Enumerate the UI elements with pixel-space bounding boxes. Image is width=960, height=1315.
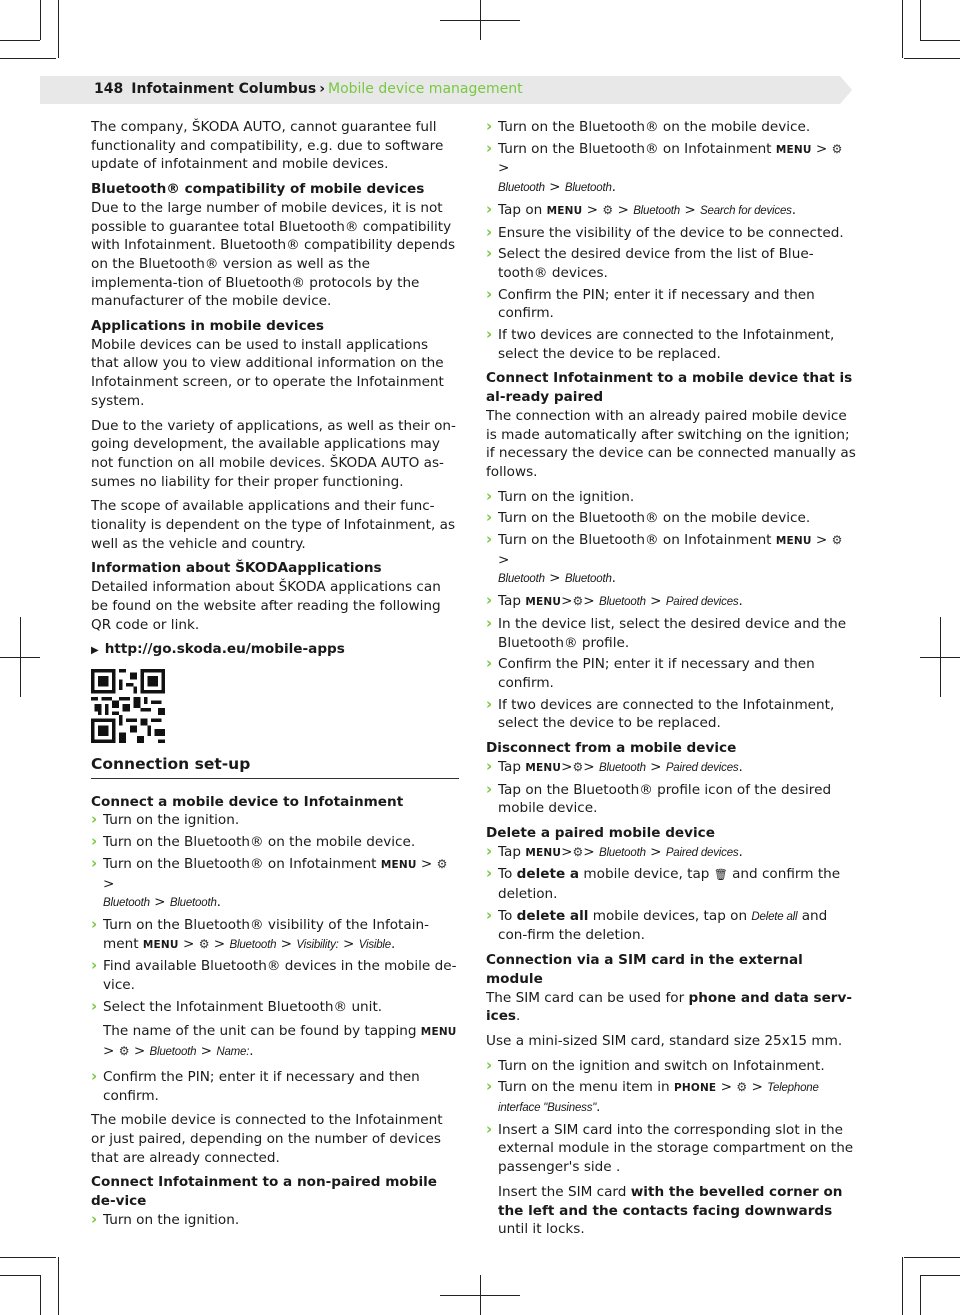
chapter-title: Infotainment Columbus <box>131 81 317 97</box>
list-item: › To delete all mobile devices, tap on Delete all and con-firm the deletion. <box>486 907 856 945</box>
apps-link[interactable] <box>91 640 459 661</box>
paragraph: The company, ŠKODA AUTO, cannot guarantee full functionality and compatibility, e.g. due to software update of infotainment and mobile devices. <box>91 119 444 173</box>
gear-icon: ⚙ <box>736 1080 748 1095</box>
page-header <box>40 76 852 104</box>
list-item: › Tap on the Bluetooth® profile icon of the desired mobile device. <box>486 781 856 818</box>
list-item: › Turn on the ignition. <box>486 488 856 507</box>
step-list <box>91 1211 459 1230</box>
subheading: Connect Infotainment to a non-paired mobile de-vice <box>91 1174 438 1210</box>
step-list <box>486 118 856 363</box>
menu-key: MENU <box>546 204 583 217</box>
gear-icon: ⚙ <box>198 936 210 951</box>
gear-icon: ⚙ <box>831 141 843 156</box>
list-item: › Confirm the PIN; enter it if necessary and then confirm. <box>91 1068 459 1105</box>
gear-icon: ⚙ <box>831 533 843 548</box>
step-list <box>91 1068 459 1105</box>
list-item: › Turn on the Bluetooth® on Infotainment MENU > ⚙ > Bluetooth > Bluetooth. <box>486 531 856 589</box>
list-item: › Turn on the Bluetooth® on Infotainment MENU > ⚙ > Bluetooth > Bluetooth. <box>486 140 856 198</box>
list-item: › Turn on the Bluetooth® visibility of the Infotain-ment MENU > ⚙ > Bluetooth > Visibility: > Visible. <box>91 916 459 954</box>
menu-key: MENU <box>380 858 417 871</box>
paragraph: The SIM card can be used for phone and data serv-ices. <box>486 989 853 1025</box>
step-list <box>486 488 856 733</box>
subheading: Bluetooth® compatibility of mobile devices <box>91 181 425 198</box>
menu-key: MENU <box>420 1026 457 1039</box>
section-heading: Connection set-up <box>91 755 459 779</box>
menu-key: MENU <box>525 596 562 609</box>
list-item: › Turn on the Bluetooth® on the mobile device. <box>486 509 856 528</box>
list-item: › Select the Infotainment Bluetooth® unit. <box>91 998 459 1017</box>
list-item: › In the device list, select the desired device and the Bluetooth® profile. <box>486 615 856 652</box>
subheading: Connection via a SIM card in the external module <box>486 952 803 987</box>
step-list <box>486 843 856 946</box>
paragraph: Detailed information about ŠKODA applications can be found on the website after reading the following QR code or link. <box>91 579 441 633</box>
list-item: › If two devices are connected to the Infotainment, select the device to be replaced. <box>486 696 856 733</box>
list-item: › Turn on the ignition and switch on Infotainment. <box>486 1057 856 1076</box>
paragraph: The mobile device is connected to the Infotainment or just paired, depending on the number of devices that are already connected. <box>91 1112 443 1166</box>
paragraph: The scope of available applications and their func-tionality is dependent on the type of Infotainment, as well as the vehicle and country. <box>91 498 456 552</box>
menu-key: MENU <box>775 535 812 548</box>
note: The name of the unit can be found by tapping MENU > ⚙ > Bluetooth > Name:. <box>103 1023 457 1060</box>
step-list <box>91 811 459 1016</box>
list-item: › Turn on the menu item in PHONE > ⚙ > Telephone interface "Business". <box>486 1078 856 1117</box>
subheading: Connect Infotainment to a mobile device that is al-ready paired <box>486 370 853 406</box>
subheading: Information about ŠKODAapplications <box>91 560 382 577</box>
paragraph: Due to the variety of applications, as well as their on-going development, the available applications may not function on all mobile devices. ŠKODA AUTO as-sumes no liability for their proper functioning. <box>91 417 456 490</box>
qr-code <box>91 669 165 743</box>
gear-icon: ⚙ <box>572 759 584 774</box>
gear-icon: ⚙ <box>436 856 448 871</box>
gear-icon: ⚙ <box>572 844 584 859</box>
subheading: Disconnect from a mobile device <box>486 740 737 757</box>
gear-icon: ⚙ <box>572 594 584 609</box>
list-item: › Turn on the Bluetooth® on Infotainment MENU > ⚙ > Bluetooth > Bluetooth. <box>91 855 459 913</box>
list-item: › Confirm the PIN; enter it if necessary and then confirm. <box>486 655 856 692</box>
section-title: Mobile device management <box>328 81 523 97</box>
paragraph: The connection with an already paired mobile device is made automatically after switching on the ignition; if necessary the device can be connected manually as follows. <box>486 407 856 480</box>
note: Insert the SIM card with the bevelled corner on the left and the contacts facing downwards until it locks. <box>498 1183 843 1238</box>
menu-key: MENU <box>775 143 812 156</box>
menu-key: MENU <box>525 761 562 774</box>
list-item: › To delete a mobile device, tap 🗑 and confirm the deletion. <box>486 865 856 903</box>
paragraph: Use a mini-sized SIM card, standard size 25x15 mm. <box>486 1032 843 1049</box>
subheading: Connect a mobile device to Infotainment <box>91 793 404 810</box>
list-item: › Tap MENU>⚙> Bluetooth > Paired devices. <box>486 843 856 863</box>
menu-key: MENU <box>525 846 562 859</box>
list-item: › Tap on MENU > ⚙ > Bluetooth > Search for devices. <box>486 201 856 221</box>
list-item: › Turn on the ignition. <box>91 811 459 830</box>
list-item: › Tap MENU>⚙> Bluetooth > Paired devices. <box>486 758 856 778</box>
triangle-right-icon: ▶ <box>91 645 99 657</box>
phone-key: PHONE <box>673 1082 717 1095</box>
list-item: › Confirm the PIN; enter it if necessary and then confirm. <box>486 286 856 323</box>
gear-icon: ⚙ <box>118 1044 130 1059</box>
list-item: › Select the desired device from the list of Blue-tooth® devices. <box>486 245 856 282</box>
list-item: › Turn on the ignition. <box>91 1211 459 1230</box>
step-list <box>486 1057 856 1177</box>
list-item: › If two devices are connected to the Infotainment, select the device to be replaced. <box>486 326 856 363</box>
left-column <box>91 118 459 1235</box>
paragraph: Mobile devices can be used to install applications that allow you to view additional information on the Infotainment screen, or to operate the Infotainment system. <box>91 336 444 409</box>
trash-icon: 🗑 <box>713 868 728 882</box>
paragraph: Due to the large number of mobile devices, it is not possible to guarantee total Bluetooth® compatibility with Infotainment. Bluetooth® compatibility depends on the Bluetooth® version as well as the implementa-tion of Bluetooth® protocols by the manufacturer of the mobile device. <box>91 199 456 310</box>
list-item: › Ensure the visibility of the device to be connected. <box>486 224 856 243</box>
link-text[interactable]: http://go.skoda.eu/mobile-apps <box>104 641 345 658</box>
list-item: › Turn on the Bluetooth® on the mobile device. <box>91 833 459 852</box>
gear-icon: ⚙ <box>602 202 614 217</box>
breadcrumb-separator: › <box>319 81 325 97</box>
menu-key: MENU <box>142 938 179 951</box>
page-number: 148 <box>94 81 124 97</box>
right-column <box>486 118 856 1245</box>
list-item: › Tap MENU>⚙> Bluetooth > Paired devices. <box>486 592 856 612</box>
list-item: › Find available Bluetooth® devices in the mobile de-vice. <box>91 957 459 994</box>
list-item: › Insert a SIM card into the corresponding slot in the external module in the storage compartment on the passenger's side . <box>486 1121 856 1177</box>
subheading: Delete a paired mobile device <box>486 824 715 841</box>
subheading: Applications in mobile devices <box>91 318 324 335</box>
step-list <box>486 758 856 818</box>
list-item: › Turn on the Bluetooth® on the mobile device. <box>486 118 856 137</box>
